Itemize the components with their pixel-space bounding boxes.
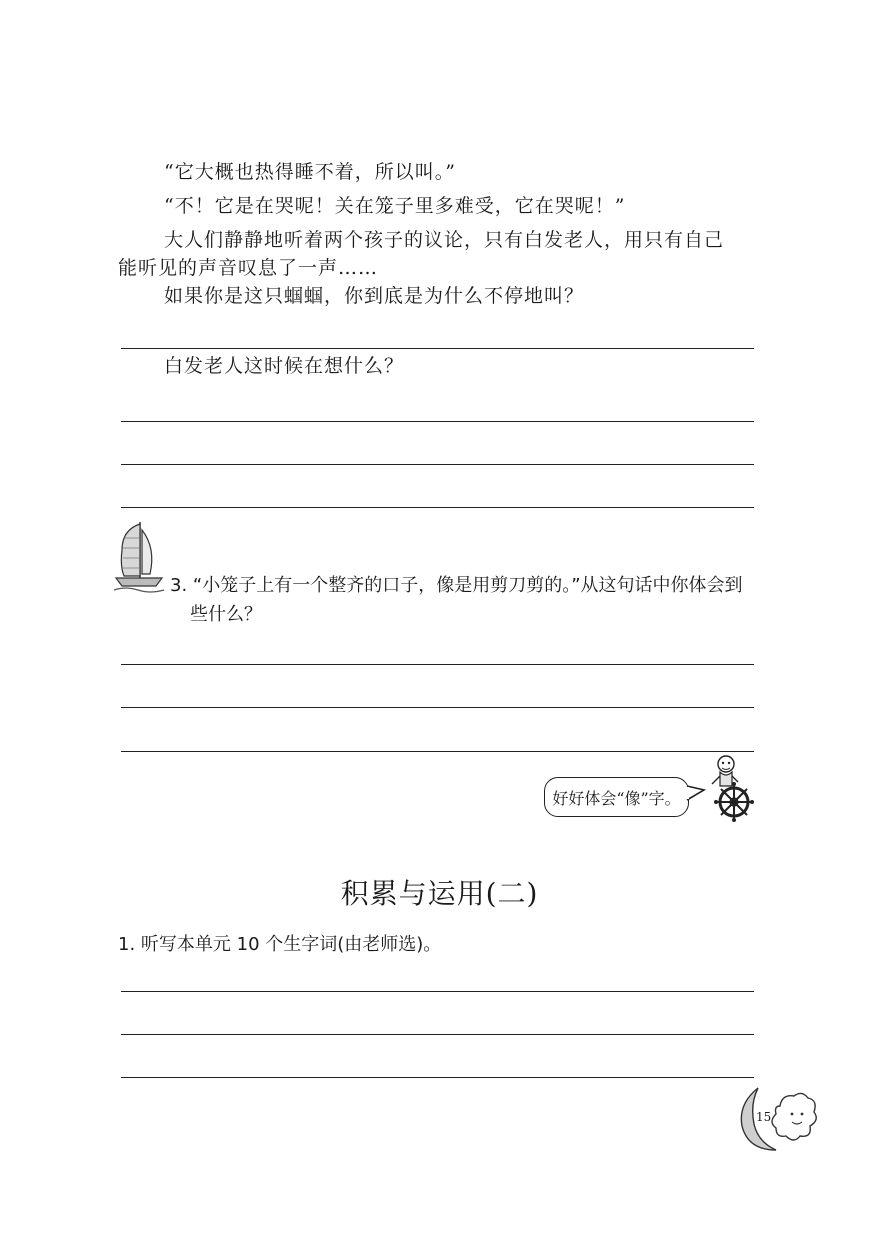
hint-speech-bubble <box>544 777 689 817</box>
prompt-question-1: 如果你是这只蝈蝈，你到底是为什么不停地叫？ <box>164 285 585 307</box>
question-1: 1. 听写本单元 10 个生字词(由老师选)。 <box>118 934 442 955</box>
passage-line-3: 大人们静静地听着两个孩子的议论，只有白发老人，用只有自己 <box>164 229 725 251</box>
answer-line[interactable] <box>121 421 754 422</box>
passage-line-2: “不！它是在哭呢！关在笼子里多难受，它在哭呢！” <box>164 195 626 217</box>
answer-line[interactable] <box>121 1034 754 1035</box>
answer-line[interactable] <box>121 707 754 708</box>
answer-line[interactable] <box>121 507 754 508</box>
ship-wheel-mascot-icon <box>700 752 756 826</box>
section-title: 积累与运用(二) <box>340 877 539 910</box>
answer-line[interactable] <box>121 348 754 349</box>
page-number: 15 <box>756 1110 772 1124</box>
sailboat-icon <box>114 518 164 594</box>
answer-line[interactable] <box>121 751 754 752</box>
answer-line[interactable] <box>121 1077 754 1078</box>
answer-line[interactable] <box>121 991 754 992</box>
moon-cloud-icon <box>736 1084 822 1158</box>
answer-line[interactable] <box>121 664 754 665</box>
passage-line-1: “它大概也热得睡不着，所以叫。” <box>164 161 456 183</box>
answer-line[interactable] <box>121 464 754 465</box>
hint-text: 好好体会“像”字。 <box>552 788 681 808</box>
question-3-line-2: 些什么？ <box>190 604 262 625</box>
question-3-line-1: 3. “小笼子上有一个整齐的口子，像是用剪刀剪的。”从这句话中你体会到 <box>170 575 743 596</box>
passage-line-4: 能听见的声音叹息了一声…… <box>118 257 379 279</box>
prompt-question-2: 白发老人这时候在想什么？ <box>164 355 405 377</box>
